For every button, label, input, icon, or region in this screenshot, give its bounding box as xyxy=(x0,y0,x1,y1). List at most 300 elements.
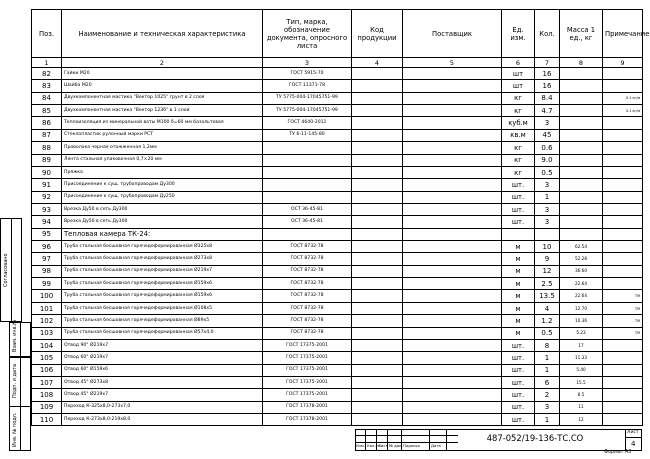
cell-code xyxy=(352,241,403,253)
cell-type: ГОСТ 8732-78 xyxy=(263,290,352,302)
sheet-cell-divider xyxy=(625,437,642,438)
header-name: Наименование и техническая характеристика xyxy=(62,10,263,58)
cell-type: ОСТ 36-45-81 xyxy=(263,216,352,228)
cell-note xyxy=(603,216,643,228)
title-block-col-label: Кол.уч xyxy=(367,443,381,448)
cell-supplier xyxy=(403,414,502,426)
cell-supplier xyxy=(403,327,502,339)
cell-pos: 100 xyxy=(32,290,62,302)
cell-supplier xyxy=(403,401,502,413)
cell-note: 0.1 кг/м xyxy=(603,105,643,117)
cell-mass: 12 xyxy=(560,414,603,426)
cell-unit: м xyxy=(502,290,535,302)
cell-mass: 52.28 xyxy=(560,253,603,265)
cell-qty: 3 xyxy=(535,216,560,228)
column-number: 6 xyxy=(502,58,535,68)
cell-note xyxy=(603,376,643,388)
cell-qty: 10 xyxy=(535,241,560,253)
cell-name: Двухкомпонентная мастика "Вектор 1236" в 1 слой xyxy=(62,105,263,117)
cell-code xyxy=(352,203,403,215)
cell-unit: шт xyxy=(502,80,535,92)
table-row xyxy=(32,352,643,364)
column-number: 2 xyxy=(62,58,263,68)
table-row xyxy=(32,203,643,215)
cell-mass: 11 xyxy=(560,401,603,413)
cell-code xyxy=(352,68,403,80)
cell-unit: шт. xyxy=(502,352,535,364)
cell-unit: шт. xyxy=(502,216,535,228)
cell-mass xyxy=(560,117,603,129)
cell-pos: 101 xyxy=(32,302,62,314)
cell-mass: 22.64 xyxy=(560,278,603,290)
cell-type: ГОСТ 5915-70 xyxy=(263,68,352,80)
cell-mass xyxy=(560,191,603,203)
cell-type: ТУ 5775-004-17045751-99 xyxy=(263,92,352,104)
cell-name: Врезка Ду50 в сеть Ду300 xyxy=(62,216,263,228)
cell-pos: 105 xyxy=(32,352,62,364)
cell-mass xyxy=(560,179,603,191)
cell-qty: 1.2 xyxy=(535,315,560,327)
cell-pos: 107 xyxy=(32,376,62,388)
cell-supplier xyxy=(403,191,502,203)
inv-original-label: Инв. № подл. xyxy=(12,412,18,447)
table-row xyxy=(32,414,643,426)
cell-supplier xyxy=(403,352,502,364)
cell-unit: м xyxy=(502,241,535,253)
cell-type: ГОСТ 8732-78 xyxy=(263,327,352,339)
cell-unit: шт. xyxy=(502,191,535,203)
cell-pos: 91 xyxy=(32,179,62,191)
title-block-col-label: Лист xyxy=(378,443,388,448)
cell-pos: 98 xyxy=(32,265,62,277)
cell-note xyxy=(603,253,643,265)
cell-mass: 5.40 xyxy=(560,364,603,376)
cell-note xyxy=(603,179,643,191)
cell-code xyxy=(352,376,403,388)
cell-mass: 8.5 xyxy=(560,389,603,401)
cell-qty: 1 xyxy=(535,364,560,376)
cell-type: ГОСТ 17378-2001 xyxy=(263,401,352,413)
sheet-label: Лист xyxy=(627,430,639,435)
cell-qty: 16 xyxy=(535,68,560,80)
cell-pos: 99 xyxy=(32,278,62,290)
table-row xyxy=(32,290,643,302)
cell-code xyxy=(352,290,403,302)
cell-unit: м xyxy=(502,327,535,339)
specification-table xyxy=(31,9,650,426)
cell-code xyxy=(352,142,403,154)
cell-name: Проволока черная отожженная 1,2мм xyxy=(62,142,263,154)
cell-supplier xyxy=(403,389,502,401)
cell-note xyxy=(603,414,643,426)
table-row xyxy=(32,154,643,166)
table-row xyxy=(32,117,643,129)
cell-name: Отвод 60° Ø159х6 xyxy=(62,364,263,376)
cell-unit: кг xyxy=(502,105,535,117)
cell-note: ТМ xyxy=(603,302,643,314)
table-row xyxy=(32,166,643,178)
cell-qty: 12 xyxy=(535,265,560,277)
cell-name: Присоединение к сущ. трубопроводам Ду300 xyxy=(62,179,263,191)
cell-note xyxy=(603,241,643,253)
cell-code xyxy=(352,352,403,364)
cell-mass: 5.23 xyxy=(560,327,603,339)
header-supplier: Поставщик xyxy=(403,10,502,58)
cell-mass xyxy=(560,142,603,154)
cell-name: Труба стальная бесшовная горячедеформированная Ø89х5 xyxy=(62,315,263,327)
table-row xyxy=(32,315,643,327)
cell-type: ОСТ 36-45-81 xyxy=(263,203,352,215)
document-code: 487-052/19-136-ТС.СО xyxy=(486,433,584,443)
cell-code xyxy=(352,253,403,265)
cell-qty: 2 xyxy=(535,389,560,401)
cell-pos: 85 xyxy=(32,105,62,117)
cell-code xyxy=(352,154,403,166)
cell-name: Гайки М20 xyxy=(62,68,263,80)
cell-code xyxy=(352,339,403,351)
cell-pos: 109 xyxy=(32,401,62,413)
cell-mass xyxy=(560,228,603,240)
cell-unit: м xyxy=(502,278,535,290)
cell-name: Тепловая камера ТК-24: xyxy=(62,228,263,240)
cell-supplier xyxy=(403,105,502,117)
cell-type: ГОСТ 17378-2001 xyxy=(263,414,352,426)
table-row xyxy=(32,80,643,92)
cell-mass xyxy=(560,166,603,178)
column-number: 7 xyxy=(535,58,560,68)
cell-name: Присоединение к сущ. трубопроводам Ду250 xyxy=(62,191,263,203)
cell-pos: 97 xyxy=(32,253,62,265)
cell-qty: 3 xyxy=(535,203,560,215)
cell-pos: 102 xyxy=(32,315,62,327)
cell-note xyxy=(603,203,643,215)
header-unit: Ед. изм. xyxy=(502,10,535,58)
cell-note xyxy=(603,129,643,141)
table-row xyxy=(32,105,643,117)
cell-unit: м xyxy=(502,315,535,327)
cell-qty: 16 xyxy=(535,80,560,92)
cell-type: ГОСТ 17375-2001 xyxy=(263,364,352,376)
paper-format: Формат А3 xyxy=(604,450,632,455)
cell-supplier xyxy=(403,166,502,178)
table-row xyxy=(32,265,643,277)
cell-type: ГОСТ 4640-2011 xyxy=(263,117,352,129)
header-row xyxy=(32,10,643,58)
cell-code xyxy=(352,302,403,314)
cell-name: Переход К-325х8,0-273х7,0 xyxy=(62,401,263,413)
cell-name: Отвод 45° Ø219х7 xyxy=(62,389,263,401)
cell-unit: шт. xyxy=(502,376,535,388)
cell-qty xyxy=(535,228,560,240)
table-row xyxy=(32,191,643,203)
cell-note xyxy=(603,191,643,203)
cell-qty: 0.5 xyxy=(535,166,560,178)
cell-note xyxy=(603,154,643,166)
cell-mass: 12.70 xyxy=(560,302,603,314)
cell-name: Труба стальная бесшовная горячедеформированная Ø108х5 xyxy=(62,302,263,314)
cell-type: ГОСТ 8732-78 xyxy=(263,253,352,265)
table-row xyxy=(32,142,643,154)
cell-supplier xyxy=(403,302,502,314)
agreed-label: Согласовано xyxy=(3,253,9,287)
cell-supplier xyxy=(403,117,502,129)
cell-unit: шт. xyxy=(502,364,535,376)
column-number: 9 xyxy=(603,58,643,68)
table-row xyxy=(32,228,643,240)
cell-supplier xyxy=(403,265,502,277)
cell-type xyxy=(263,154,352,166)
cell-qty: 1 xyxy=(535,414,560,426)
cell-qty: 13.5 xyxy=(535,290,560,302)
cell-pos: 92 xyxy=(32,191,62,203)
sheet-number: 4 xyxy=(631,440,636,448)
cell-name: Отвод 60° Ø219х7 xyxy=(62,352,263,364)
cell-code xyxy=(352,315,403,327)
cell-qty: 4 xyxy=(535,302,560,314)
cell-supplier xyxy=(403,364,502,376)
cell-pos: 83 xyxy=(32,80,62,92)
cell-unit: кв.м xyxy=(502,129,535,141)
cell-qty: 1 xyxy=(535,352,560,364)
cell-pos: 106 xyxy=(32,364,62,376)
cell-supplier xyxy=(403,253,502,265)
cell-note xyxy=(603,228,643,240)
cell-supplier xyxy=(403,278,502,290)
cell-supplier xyxy=(403,339,502,351)
cell-code xyxy=(352,191,403,203)
cell-supplier xyxy=(403,203,502,215)
cell-note xyxy=(603,339,643,351)
cell-mass xyxy=(560,105,603,117)
cell-qty: 0.5 xyxy=(535,327,560,339)
cell-qty: 1 xyxy=(535,191,560,203)
signature-date-label: Подп. и дата xyxy=(12,363,18,398)
column-number: 8 xyxy=(560,58,603,68)
cell-unit: м xyxy=(502,302,535,314)
table-row xyxy=(32,179,643,191)
cell-type: ГОСТ 17375-2001 xyxy=(263,352,352,364)
cell-supplier xyxy=(403,80,502,92)
cell-pos: 94 xyxy=(32,216,62,228)
cell-pos: 104 xyxy=(32,339,62,351)
cell-note: ТМ xyxy=(603,290,643,302)
cell-supplier xyxy=(403,228,502,240)
cell-type: ГОСТ 17375-2001 xyxy=(263,376,352,388)
cell-code xyxy=(352,179,403,191)
cell-type: ТУ 5775-004-17045751-99 xyxy=(263,105,352,117)
cell-name: Теплоизоляция из минеральной ваты М100 δ=60 мм базальтовая xyxy=(62,117,263,129)
cell-type: ГОСТ 8732-78 xyxy=(263,265,352,277)
cell-mass xyxy=(560,216,603,228)
cell-type: ГОСТ 8732-78 xyxy=(263,278,352,290)
cell-pos: 90 xyxy=(32,166,62,178)
cell-type: ГОСТ 11371-78 xyxy=(263,80,352,92)
cell-code xyxy=(352,327,403,339)
cell-qty: 3 xyxy=(535,401,560,413)
cell-code xyxy=(352,228,403,240)
header-type: Тип, марка, обозначение документа, опросного листа xyxy=(263,10,352,58)
cell-unit: куб.м xyxy=(502,117,535,129)
cell-unit xyxy=(502,228,535,240)
cell-mass: 22.64 xyxy=(560,290,603,302)
cell-mass: 36.60 xyxy=(560,265,603,277)
cell-code xyxy=(352,216,403,228)
cell-mass xyxy=(560,80,603,92)
header-mass: Масса 1 ед., кг xyxy=(560,10,603,58)
cell-type: ГОСТ 17375-2001 xyxy=(263,339,352,351)
cell-supplier xyxy=(403,315,502,327)
title-block-col-label: Подпись xyxy=(403,443,421,448)
cell-pos: 86 xyxy=(32,117,62,129)
cell-qty: 4.7 xyxy=(535,105,560,117)
header-pos: Поз. xyxy=(32,10,62,58)
cell-supplier xyxy=(403,241,502,253)
cell-code xyxy=(352,117,403,129)
cell-code xyxy=(352,389,403,401)
cell-unit: кг xyxy=(502,92,535,104)
cell-code xyxy=(352,414,403,426)
cell-pos: 96 xyxy=(32,241,62,253)
cell-type: ГОСТ 8732-78 xyxy=(263,302,352,314)
column-number-row xyxy=(32,58,643,68)
specification-rows xyxy=(32,68,643,426)
cell-name: Труба стальная бесшовная горячедеформированная Ø273х8 xyxy=(62,253,263,265)
cell-name: Пряжка xyxy=(62,166,263,178)
cell-mass xyxy=(560,92,603,104)
header-note: Примечание xyxy=(603,10,643,58)
cell-mass: 11.33 xyxy=(560,352,603,364)
cell-name: Труба стальная бесшовная горячедеформированная Ø159х6 xyxy=(62,290,263,302)
cell-code xyxy=(352,278,403,290)
cell-qty: 3 xyxy=(535,179,560,191)
cell-unit: кг xyxy=(502,154,535,166)
cell-type: ТУ 6-11-145-80 xyxy=(263,129,352,141)
cell-supplier xyxy=(403,290,502,302)
title-block-col-label: № док. xyxy=(389,443,403,448)
cell-code xyxy=(352,80,403,92)
agreed-divider xyxy=(11,218,12,322)
cell-pos: 110 xyxy=(32,414,62,426)
cell-name: Труба стальная бесшовная горячедеформированная Ø57х4,0 xyxy=(62,327,263,339)
cell-name: Труба стальная бесшовная горячедеформированная Ø219х7 xyxy=(62,265,263,277)
cell-note xyxy=(603,166,643,178)
cell-pos: 93 xyxy=(32,203,62,215)
cell-mass xyxy=(560,68,603,80)
cell-name: Врезка Ду50 в сеть Ду300 xyxy=(62,203,263,215)
cell-qty: 6 xyxy=(535,376,560,388)
column-number: 4 xyxy=(352,58,403,68)
cell-name: Труба стальная бесшовная горячедеформированная Ø159х6 xyxy=(62,278,263,290)
cell-mass xyxy=(560,203,603,215)
cell-note xyxy=(603,352,643,364)
cell-pos: 87 xyxy=(32,129,62,141)
cell-qty: 9 xyxy=(535,253,560,265)
cell-note xyxy=(603,142,643,154)
cell-qty: 2.5 xyxy=(535,278,560,290)
cell-note xyxy=(603,364,643,376)
cell-code xyxy=(352,105,403,117)
cell-mass xyxy=(560,129,603,141)
column-number: 5 xyxy=(403,58,502,68)
cell-name: Стеклопластик рулонный марки РСТ xyxy=(62,129,263,141)
cell-qty: 0.6 xyxy=(535,142,560,154)
cell-pos: 84 xyxy=(32,92,62,104)
inv-replaced-label: Взам. инв.№ xyxy=(12,319,18,352)
title-block-col-label: Изм. xyxy=(356,443,365,448)
table-row xyxy=(32,302,643,314)
cell-mass: 62.54 xyxy=(560,241,603,253)
cell-code xyxy=(352,265,403,277)
cell-name: Двухкомпонентная мастика "Вектор 1025" грунт в 2 слоя xyxy=(62,92,263,104)
cell-name: Шайба М20 xyxy=(62,80,263,92)
cell-supplier xyxy=(403,129,502,141)
table-row xyxy=(32,253,643,265)
cell-note xyxy=(603,401,643,413)
table-row xyxy=(32,278,643,290)
cell-mass: 15.5 xyxy=(560,376,603,388)
table-row xyxy=(32,241,643,253)
cell-code xyxy=(352,401,403,413)
cell-type xyxy=(263,142,352,154)
column-number: 1 xyxy=(32,58,62,68)
cell-unit: шт. xyxy=(502,389,535,401)
cell-code xyxy=(352,166,403,178)
cell-pos: 89 xyxy=(32,154,62,166)
cell-unit: кг xyxy=(502,166,535,178)
cell-type xyxy=(263,179,352,191)
table-row xyxy=(32,68,643,80)
cell-unit: шт. xyxy=(502,179,535,191)
cell-name: Переход К-273х8,0-219х8,0 xyxy=(62,414,263,426)
cell-code xyxy=(352,364,403,376)
cell-note xyxy=(603,117,643,129)
cell-unit: шт. xyxy=(502,339,535,351)
cell-qty: 45 xyxy=(535,129,560,141)
cell-type: ГОСТ 17375-2001 xyxy=(263,389,352,401)
cell-note xyxy=(603,68,643,80)
cell-unit: шт. xyxy=(502,414,535,426)
cell-mass: 17 xyxy=(560,339,603,351)
cell-qty: 9.0 xyxy=(535,154,560,166)
cell-pos: 108 xyxy=(32,389,62,401)
cell-name: Труба стальная бесшовная горячедеформированная Ø325х8 xyxy=(62,241,263,253)
cell-unit: кг xyxy=(502,142,535,154)
cell-code xyxy=(352,129,403,141)
cell-supplier xyxy=(403,92,502,104)
cell-name: Отвод 45° Ø273х8 xyxy=(62,376,263,388)
cell-type xyxy=(263,228,352,240)
table-row xyxy=(32,339,643,351)
column-number: 3 xyxy=(263,58,352,68)
cell-mass xyxy=(560,154,603,166)
cell-type xyxy=(263,191,352,203)
cell-code xyxy=(352,92,403,104)
table-row xyxy=(32,129,643,141)
cell-qty: 8 xyxy=(535,339,560,351)
cell-unit: шт. xyxy=(502,401,535,413)
cell-note xyxy=(603,278,643,290)
cell-pos: 103 xyxy=(32,327,62,339)
cell-note: ТМ xyxy=(603,327,643,339)
table-row xyxy=(32,401,643,413)
cell-supplier xyxy=(403,179,502,191)
cell-qty: 8.4 xyxy=(535,92,560,104)
table-row xyxy=(32,376,643,388)
cell-unit: шт xyxy=(502,68,535,80)
header-qty: Кол. xyxy=(535,10,560,58)
cell-note xyxy=(603,265,643,277)
cell-note: 0.1 кг/м xyxy=(603,92,643,104)
